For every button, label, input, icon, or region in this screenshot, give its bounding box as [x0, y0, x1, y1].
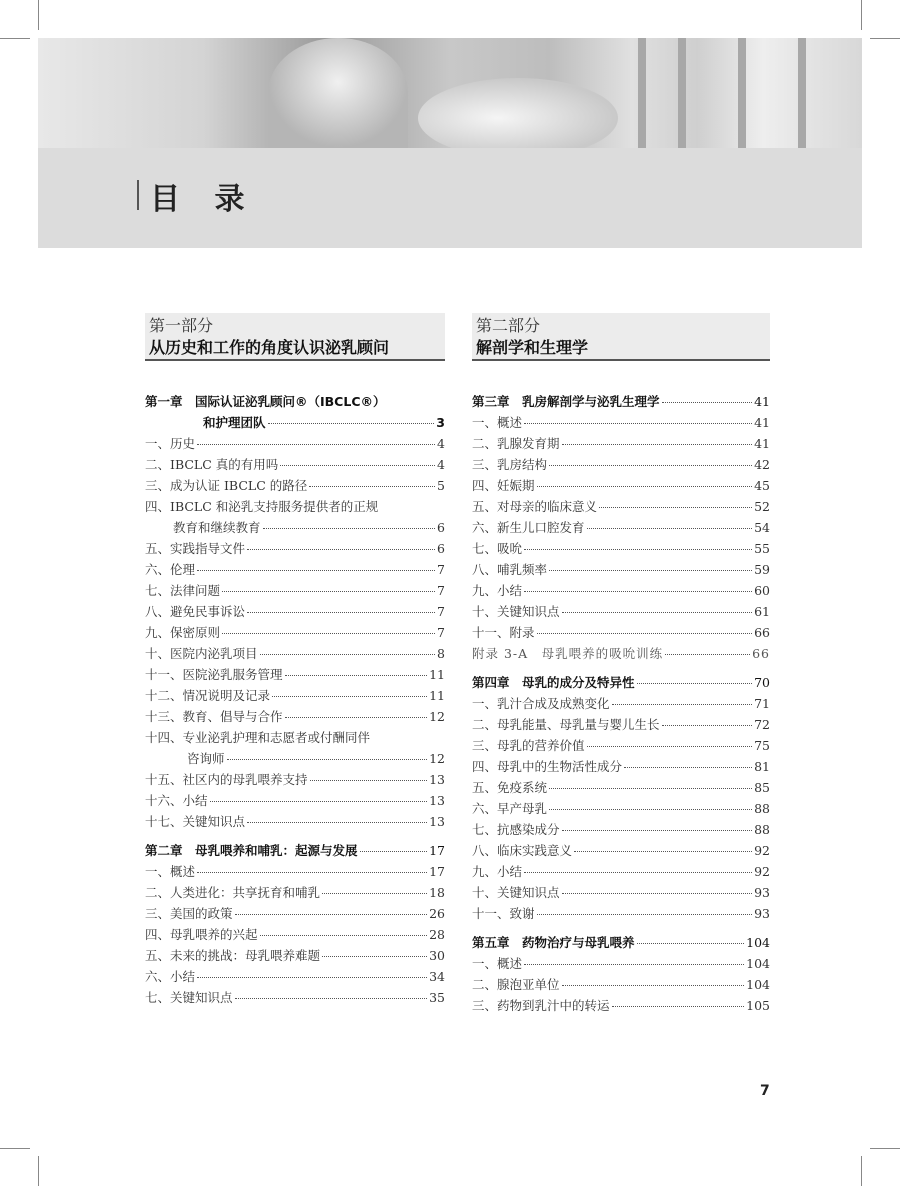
dot-leader	[665, 654, 750, 655]
toc-entry[interactable]	[145, 601, 445, 622]
entry-page: 8	[437, 646, 445, 661]
toc-entry-line[interactable]	[145, 496, 445, 517]
entry-title: 四、母乳喂养的兴起	[145, 927, 258, 942]
toc-entry-line[interactable]	[145, 727, 445, 748]
entry-title: 十六、小结	[145, 793, 208, 808]
entry-title: 第三章 乳房解剖学与泌乳生理学	[472, 394, 660, 409]
entry-page: 11	[429, 667, 445, 682]
entry-title: 第四章 母乳的成分及特异性	[472, 675, 635, 690]
dot-leader	[524, 964, 744, 965]
toc-entry[interactable]	[145, 622, 445, 643]
entry-title: 三、母乳的营养价值	[472, 738, 585, 753]
entry-title: 一、概述	[472, 415, 523, 430]
dot-leader	[280, 465, 435, 466]
entry-page: 75	[754, 738, 770, 753]
dot-leader	[524, 872, 752, 873]
toc-entry[interactable]	[472, 714, 770, 735]
entry-title: 十七、关键知识点	[145, 814, 246, 829]
entry-title-continued: 咨询师	[187, 751, 225, 766]
entry-page: 4	[437, 436, 445, 451]
entry-title: 五、对母亲的临床意义	[472, 499, 598, 514]
toc-entry[interactable]	[145, 748, 445, 769]
entry-title: 十二、情况说明及记录	[145, 688, 271, 703]
entry-page: 7	[437, 562, 445, 577]
crop-mark	[38, 1156, 39, 1186]
entry-page: 60	[754, 583, 770, 598]
entry-page: 61	[754, 604, 770, 619]
entry-page: 104	[746, 977, 770, 992]
dot-leader	[549, 465, 752, 466]
entry-title: 十五、社区内的母乳喂养支持	[145, 772, 308, 787]
dot-leader	[562, 444, 753, 445]
dot-leader	[524, 591, 752, 592]
dot-leader	[624, 767, 752, 768]
dot-leader	[197, 977, 427, 978]
entry-page: 12	[429, 751, 445, 766]
toc-entry[interactable]	[472, 693, 770, 714]
dot-leader	[549, 788, 752, 789]
part-title: 从历史和工作的角度认识泌乳顾问	[149, 338, 390, 357]
toc-entry[interactable]	[472, 643, 770, 664]
entry-page: 105	[746, 998, 770, 1013]
title-accent-bar	[137, 180, 139, 210]
entry-page: 3	[436, 415, 445, 430]
toc-entry-line[interactable]	[145, 391, 445, 412]
toc-entry[interactable]	[472, 798, 770, 819]
toc-entry[interactable]	[145, 454, 445, 475]
entry-title: 一、概述	[145, 864, 196, 879]
entry-title: 四、IBCLC 和泌乳支持服务提供者的正规	[145, 499, 379, 514]
part-header	[145, 313, 445, 361]
entry-title: 九、小结	[472, 583, 523, 598]
toc-entry[interactable]	[145, 706, 445, 727]
toc-entry[interactable]	[472, 974, 770, 995]
toc-entry[interactable]	[145, 580, 445, 601]
entry-title: 二、腺泡亚单位	[472, 977, 560, 992]
toc-entry[interactable]	[145, 559, 445, 580]
toc-entry[interactable]	[145, 924, 445, 945]
dot-leader	[197, 872, 427, 873]
entry-title: 七、法律问题	[145, 583, 221, 598]
crop-mark	[0, 1148, 30, 1149]
crop-mark	[861, 1156, 862, 1186]
entry-page: 7	[437, 625, 445, 640]
entry-page: 35	[429, 990, 445, 1005]
entry-page: 72	[754, 717, 770, 732]
dot-leader	[574, 851, 752, 852]
entry-title: 十、关键知识点	[472, 604, 560, 619]
toc-entry[interactable]	[145, 685, 445, 706]
toc-entry[interactable]	[472, 433, 770, 454]
entry-title: 四、母乳中的生物活性成分	[472, 759, 623, 774]
entry-page: 4	[437, 457, 445, 472]
entry-title-continued: 教育和继续教育	[173, 520, 261, 535]
entry-title: 十一、致谢	[472, 906, 535, 921]
dot-leader	[360, 851, 428, 852]
entry-title: 二、人类进化：共享抚育和哺乳	[145, 885, 321, 900]
dot-leader	[524, 549, 752, 550]
entry-page: 66	[754, 625, 770, 640]
dot-leader	[247, 612, 435, 613]
entry-title: 十三、教育、倡导与合作	[145, 709, 283, 724]
toc-entry[interactable]	[472, 735, 770, 756]
toc-entry[interactable]	[145, 840, 445, 861]
dot-leader	[260, 654, 436, 655]
toc-entry[interactable]	[472, 861, 770, 882]
dot-leader	[235, 998, 428, 999]
toc-column-left	[145, 313, 445, 1008]
dot-leader	[247, 549, 435, 550]
toc-entry[interactable]	[145, 945, 445, 966]
toc-entry[interactable]	[472, 496, 770, 517]
dot-leader	[662, 725, 753, 726]
toc-entry[interactable]	[145, 987, 445, 1008]
dot-leader	[247, 822, 427, 823]
toc-entry[interactable]	[145, 769, 445, 790]
entry-title: 三、药物到乳汁中的转运	[472, 998, 610, 1013]
toc-entry[interactable]	[145, 643, 445, 664]
entry-page: 45	[754, 478, 770, 493]
toc-entry[interactable]	[472, 840, 770, 861]
crop-mark	[870, 1148, 900, 1149]
dot-leader	[309, 486, 435, 487]
entry-title: 十、关键知识点	[472, 885, 560, 900]
entry-page: 17	[429, 843, 445, 858]
crop-mark	[38, 0, 39, 30]
toc-entry[interactable]	[472, 882, 770, 903]
entry-page: 6	[437, 520, 445, 535]
entry-page: 13	[429, 814, 445, 829]
entry-page: 7	[437, 604, 445, 619]
entry-title: 十一、医院泌乳服务管理	[145, 667, 283, 682]
toc-entry[interactable]	[472, 475, 770, 496]
dot-leader	[662, 402, 753, 403]
dot-leader	[222, 591, 435, 592]
toc-entry[interactable]	[145, 882, 445, 903]
entry-title: 附录 3-A 母乳喂养的吸吮训练	[472, 646, 664, 661]
dot-leader	[285, 675, 428, 676]
toc-entry[interactable]	[145, 517, 445, 538]
toc-entry[interactable]	[472, 559, 770, 580]
entry-page: 12	[429, 709, 445, 724]
entry-title: 二、乳腺发育期	[472, 436, 560, 451]
entry-title: 一、概述	[472, 956, 523, 971]
entry-page: 13	[429, 793, 445, 808]
dot-leader	[310, 780, 428, 781]
entry-title: 十一、附录	[472, 625, 535, 640]
dot-leader	[227, 759, 428, 760]
entry-title: 一、乳汁合成及成熟变化	[472, 696, 610, 711]
entry-page: 81	[754, 759, 770, 774]
dot-leader	[272, 696, 427, 697]
toc-entry[interactable]	[472, 622, 770, 643]
toc-entries	[472, 391, 770, 1016]
crop-mark	[870, 38, 900, 39]
entry-title: 六、新生儿口腔发育	[472, 520, 585, 535]
toc-entry[interactable]	[145, 861, 445, 882]
dot-leader	[285, 717, 428, 718]
dot-leader	[587, 528, 753, 529]
entry-title: 十、医院内泌乳项目	[145, 646, 258, 661]
entry-page: 88	[754, 801, 770, 816]
entry-title: 二、IBCLC 真的有用吗	[145, 457, 279, 472]
toc-entry[interactable]	[472, 756, 770, 777]
entry-title: 五、免疫系统	[472, 780, 548, 795]
crop-mark	[0, 38, 30, 39]
part-label: 第二部分	[476, 316, 541, 335]
entry-title: 一、历史	[145, 436, 196, 451]
entry-title: 七、抗感染成分	[472, 822, 560, 837]
toc-entry[interactable]	[472, 580, 770, 601]
entry-title: 六、早产母乳	[472, 801, 548, 816]
entry-page: 55	[754, 541, 770, 556]
toc-entry[interactable]	[472, 777, 770, 798]
entry-title: 三、乳房结构	[472, 457, 548, 472]
toc-entry[interactable]	[472, 391, 770, 412]
entry-title: 七、关键知识点	[145, 990, 233, 1005]
entry-page: 30	[429, 948, 445, 963]
toc-entry[interactable]	[145, 903, 445, 924]
entry-page: 34	[429, 969, 445, 984]
entry-title: 四、妊娠期	[472, 478, 535, 493]
toc-entry[interactable]	[145, 966, 445, 987]
dot-leader	[599, 507, 752, 508]
toc-entry[interactable]	[145, 475, 445, 496]
part-title: 解剖学和生理学	[476, 338, 589, 357]
header-photo	[38, 38, 862, 148]
dot-leader	[197, 570, 435, 571]
entry-title: 二、母乳能量、母乳量与婴儿生长	[472, 717, 660, 732]
entry-title: 三、美国的政策	[145, 906, 233, 921]
toc-column-right	[472, 313, 770, 1016]
entry-page: 70	[754, 675, 770, 690]
entry-page: 85	[754, 780, 770, 795]
dot-leader	[260, 935, 428, 936]
entry-page: 92	[754, 864, 770, 879]
entry-page: 104	[746, 935, 770, 950]
dot-leader	[210, 801, 428, 802]
entry-page: 41	[754, 394, 770, 409]
dot-leader	[322, 956, 427, 957]
entry-page: 59	[754, 562, 770, 577]
toc-entry[interactable]	[472, 819, 770, 840]
entry-page: 28	[429, 927, 445, 942]
entry-page: 18	[429, 885, 445, 900]
entry-title: 十四、专业泌乳护理和志愿者或付酬同伴	[145, 730, 371, 745]
toc-entry[interactable]	[145, 790, 445, 811]
entry-page: 71	[754, 696, 770, 711]
entry-page: 93	[754, 885, 770, 900]
entry-title: 八、临床实践意义	[472, 843, 573, 858]
entry-title-continued: 和护理团队	[203, 415, 266, 430]
dot-leader	[322, 893, 427, 894]
dot-leader	[637, 943, 745, 944]
toc-entry[interactable]	[472, 454, 770, 475]
entry-title: 七、吸吮	[472, 541, 523, 556]
dot-leader	[222, 633, 435, 634]
toc-entry[interactable]	[145, 412, 445, 433]
entry-page: 88	[754, 822, 770, 837]
dot-leader	[268, 423, 435, 424]
entry-page: 66	[752, 646, 770, 661]
entry-page: 5	[437, 478, 445, 493]
dot-leader	[235, 914, 428, 915]
entry-title: 六、小结	[145, 969, 196, 984]
entry-title: 六、伦理	[145, 562, 196, 577]
entry-page: 41	[754, 436, 770, 451]
toc-entries	[145, 391, 445, 1008]
toc-entry[interactable]	[472, 538, 770, 559]
entry-page: 93	[754, 906, 770, 921]
dot-leader	[537, 914, 753, 915]
page-number: 7	[760, 1083, 770, 1099]
dot-leader	[562, 612, 753, 613]
entry-title: 五、实践指导文件	[145, 541, 246, 556]
toc-entry[interactable]	[145, 538, 445, 559]
dot-leader	[549, 570, 752, 571]
entry-page: 6	[437, 541, 445, 556]
entry-page: 26	[429, 906, 445, 921]
dot-leader	[612, 1006, 745, 1007]
entry-page: 7	[437, 583, 445, 598]
toc-entry[interactable]	[472, 601, 770, 622]
toc-entry[interactable]	[145, 664, 445, 685]
entry-page: 13	[429, 772, 445, 787]
dot-leader	[562, 830, 753, 831]
entry-page: 54	[754, 520, 770, 535]
entry-title: 八、避免民事诉讼	[145, 604, 246, 619]
dot-leader	[562, 893, 753, 894]
entry-title: 第五章 药物治疗与母乳喂养	[472, 935, 635, 950]
entry-page: 17	[429, 864, 445, 879]
entry-page: 52	[754, 499, 770, 514]
toc-entry[interactable]	[472, 932, 770, 953]
toc-entry[interactable]	[472, 953, 770, 974]
entry-title: 三、成为认证 IBCLC 的路径	[145, 478, 308, 493]
toc-entry[interactable]	[145, 433, 445, 454]
dot-leader	[587, 746, 753, 747]
entry-page: 41	[754, 415, 770, 430]
entry-page: 104	[746, 956, 770, 971]
entry-title: 第一章 国际认证泌乳顾问®（IBCLC®）	[145, 394, 386, 409]
dot-leader	[537, 486, 753, 487]
entry-page: 42	[754, 457, 770, 472]
entry-title: 九、小结	[472, 864, 523, 879]
entry-title: 五、未来的挑战：母乳喂养难题	[145, 948, 321, 963]
entry-title: 八、哺乳频率	[472, 562, 548, 577]
toc-entry[interactable]	[145, 811, 445, 832]
dot-leader	[197, 444, 435, 445]
dot-leader	[612, 704, 753, 705]
entry-page: 92	[754, 843, 770, 858]
dot-leader	[549, 809, 752, 810]
crop-mark	[861, 0, 862, 30]
entry-title: 九、保密原则	[145, 625, 221, 640]
toc-entry[interactable]	[472, 517, 770, 538]
page-title: 目 录	[150, 182, 257, 217]
toc-entry[interactable]	[472, 412, 770, 433]
toc-entry[interactable]	[472, 903, 770, 924]
part-header	[472, 313, 770, 361]
dot-leader	[537, 633, 753, 634]
dot-leader	[524, 423, 752, 424]
toc-entry[interactable]	[472, 995, 770, 1016]
entry-page: 11	[429, 688, 445, 703]
dot-leader	[562, 985, 745, 986]
dot-leader	[637, 683, 753, 684]
entry-title: 第二章 母乳喂养和哺乳：起源与发展	[145, 843, 358, 858]
dot-leader	[263, 528, 436, 529]
toc-entry[interactable]	[472, 672, 770, 693]
part-label: 第一部分	[149, 316, 214, 335]
